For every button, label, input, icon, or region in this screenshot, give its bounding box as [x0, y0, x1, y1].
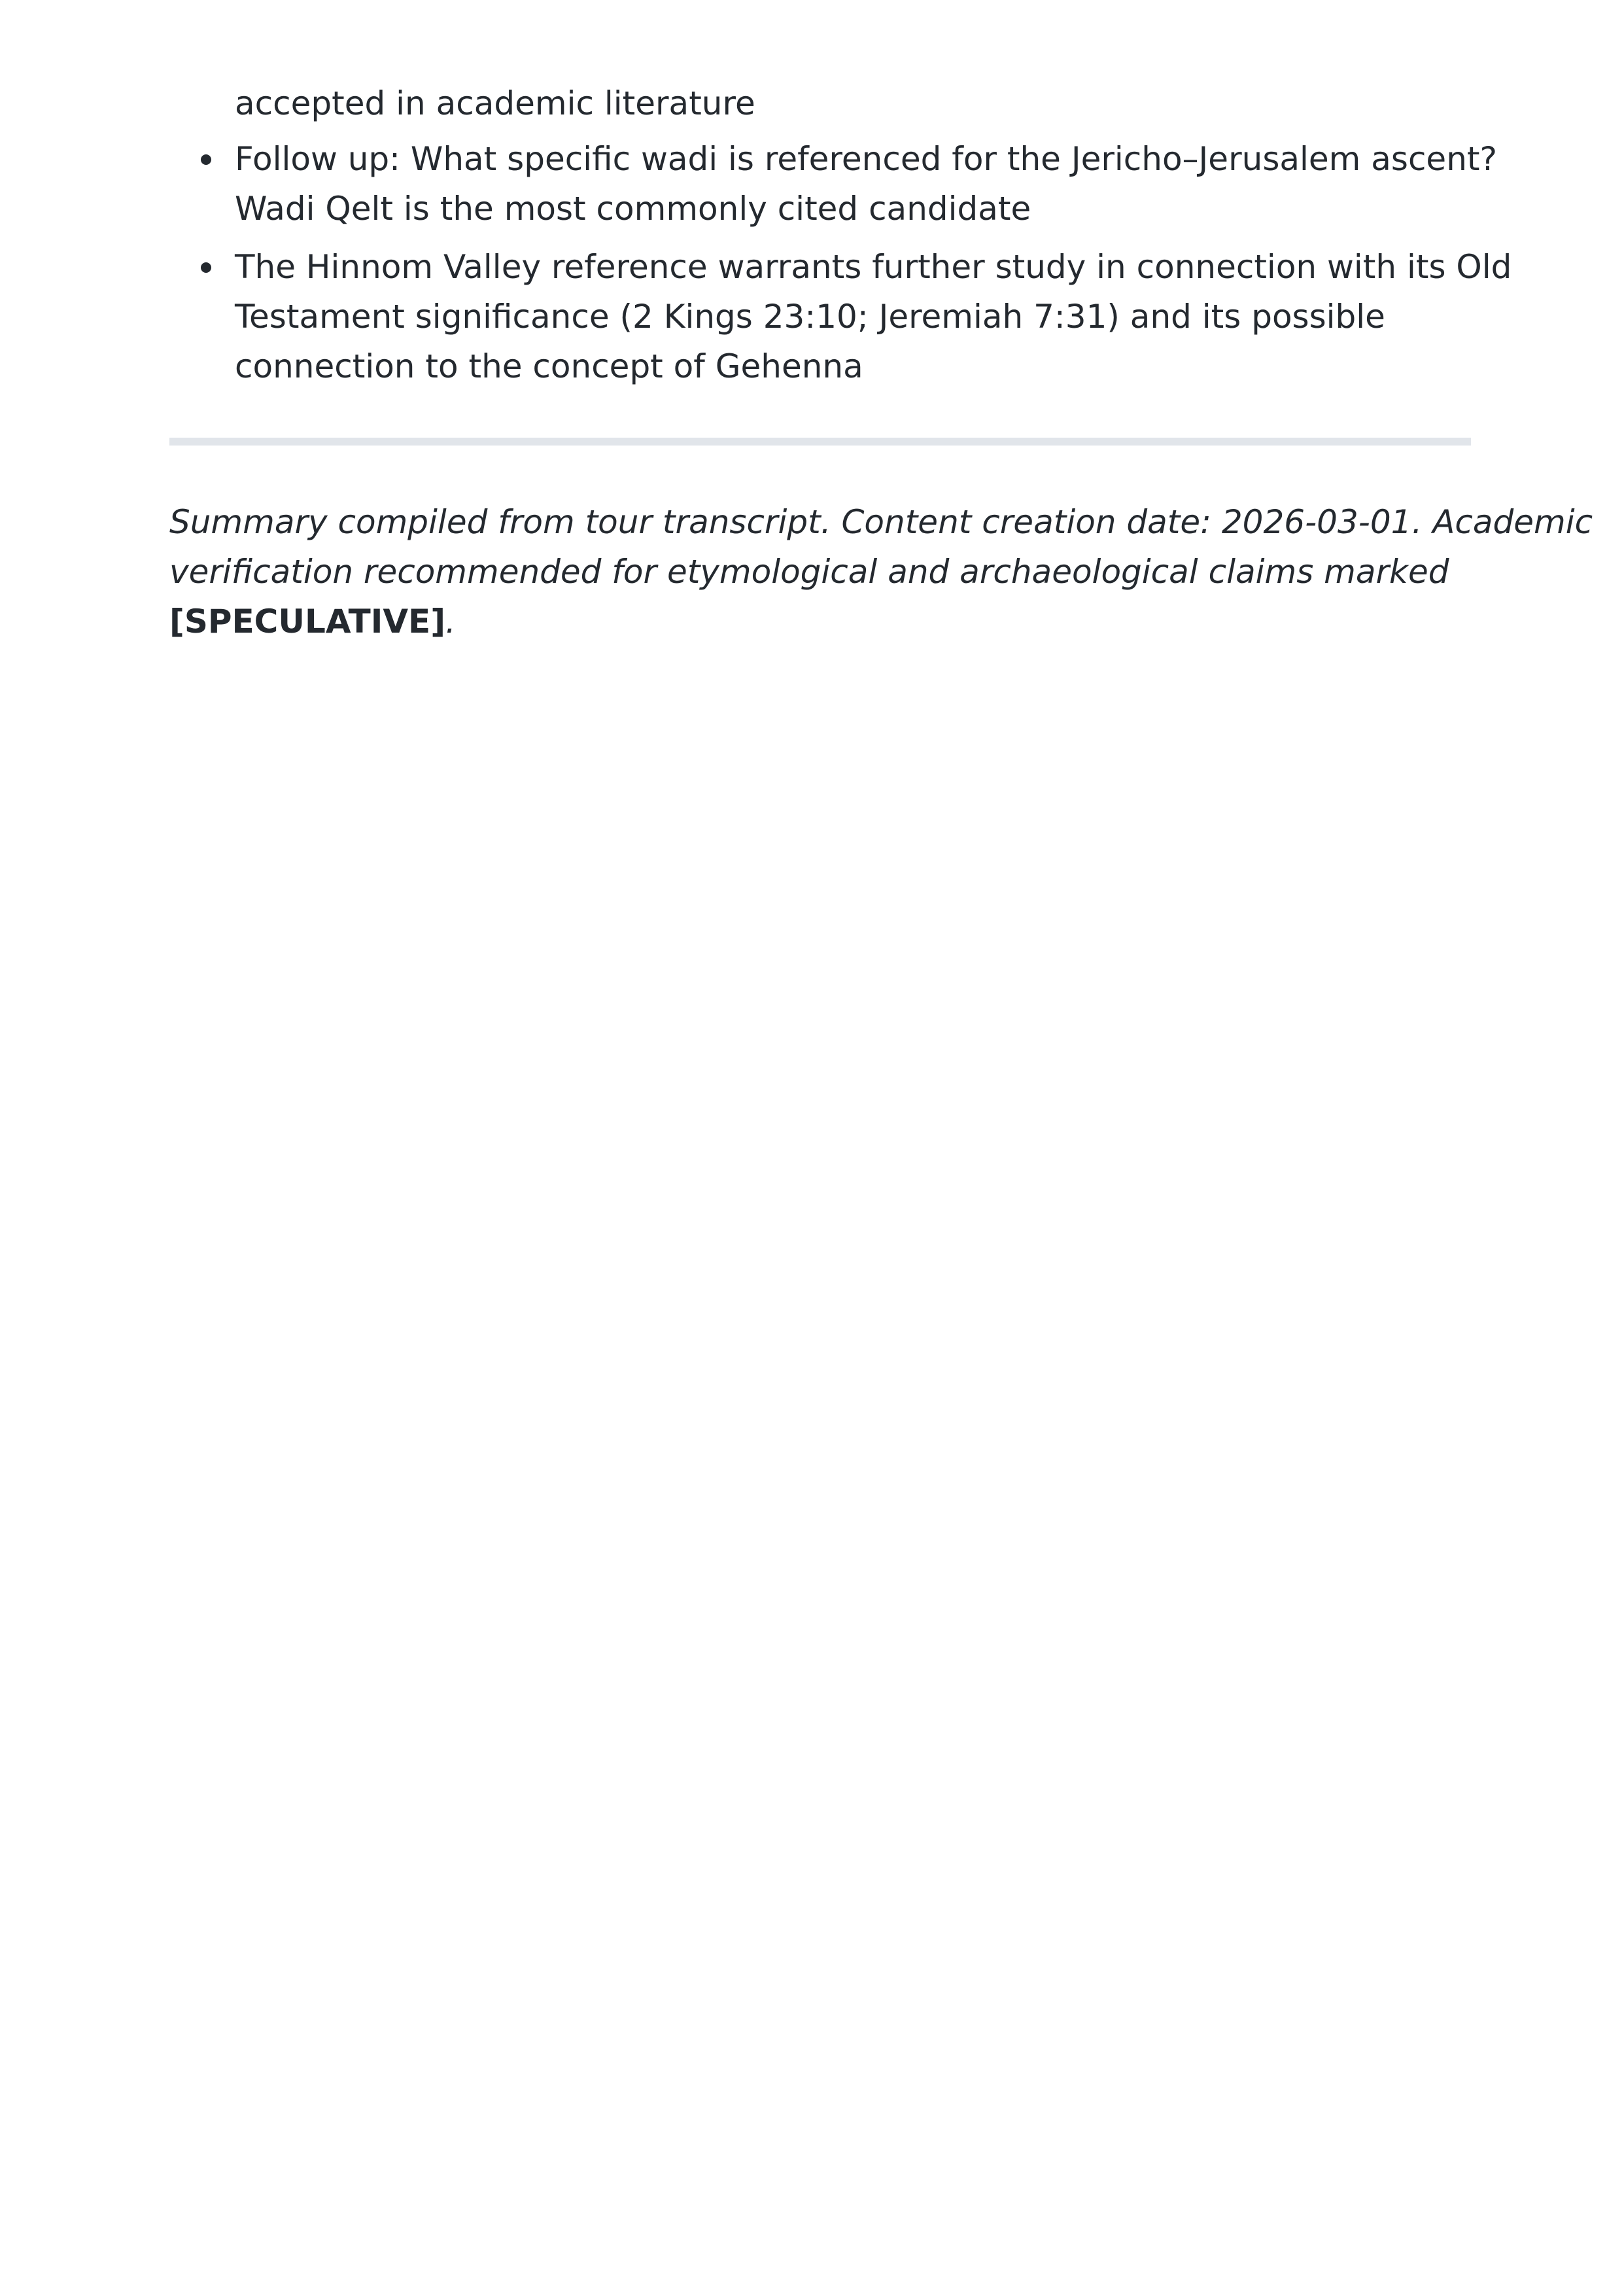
- footnote-line: verification recommended for etymological and archaeological claims marked: [169, 553, 1449, 591]
- list-item-text-line: The Hinnom Valley reference warrants further study in connection with its Old: [235, 248, 1512, 286]
- speculative-tag: [SPECULATIVE]: [169, 603, 446, 640]
- list-item-continuation: accepted in academic literature: [235, 84, 755, 122]
- list-item-text-line: Wadi Qelt is the most commonly cited candidate: [235, 190, 1031, 228]
- list-item-text-line: connection to the concept of Gehenna: [235, 347, 863, 385]
- summary-footnote: [169, 497, 1593, 646]
- list-item-text-line: Testament significance (2 Kings 23:10; Jeremiah 7:31) and its possible: [235, 298, 1385, 336]
- footnote-line: Summary compiled from tour transcript. Content creation date: 2026-03-01. Academic: [169, 503, 1593, 541]
- bullet-icon: [201, 154, 211, 165]
- list-item: [235, 242, 1512, 391]
- list-item: [235, 134, 1498, 234]
- footnote-line: [169, 597, 1471, 646]
- bullet-icon: [201, 262, 211, 273]
- list-item-text-line: Follow up: What specific wadi is referenced for the Jericho–Jerusalem ascent?: [235, 140, 1498, 178]
- footnote-period: .: [445, 603, 456, 640]
- horizontal-rule: [169, 438, 1471, 446]
